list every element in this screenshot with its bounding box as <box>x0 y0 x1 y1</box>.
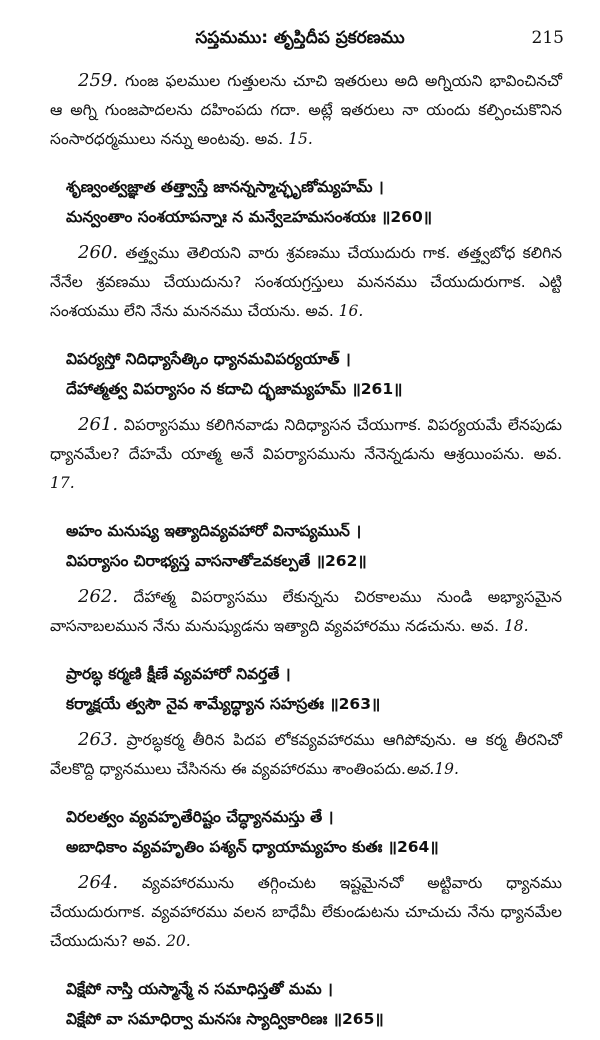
reference: 15. <box>283 130 313 148</box>
verse-line: దేహాత్మత్వ విపర్యాసం న కదాచి ద్భజామ్యహమ్ ॥261॥ <box>66 380 403 398</box>
commentary-paragraph <box>50 725 562 784</box>
sanskrit-verse <box>50 802 562 862</box>
verse-line: విపర్యాసం చిరాభ్యస్త వాసనాతో౽వకల్పతే ॥262॥ <box>66 552 367 570</box>
reference: 20. <box>161 932 191 950</box>
verse-line: విరలత్వం వ్యవహృతేరిష్టం చేద్ధ్యానమస్తు తే । <box>66 808 334 826</box>
sanskrit-verse <box>50 172 562 232</box>
verse-line: విపర్యస్తో నిదిధ్యాసేత్కిం ధ్యానమవిపర్యయాత్ । <box>66 350 351 368</box>
verse-number: 263. <box>78 729 119 750</box>
commentary-text: ప్రారబ్ధకర్మ తీరిన పిదప లోకవ్యవహారము ఆగిపోవును. ఆ కర్మ తీరనిచో వేలకొద్ది ధ్యానములు చేసినను ఈ వ్యవహారము శాంతింపదు. <box>50 731 562 778</box>
reference: 18. <box>499 617 529 635</box>
verse-line: ప్రారబ్ధ కర్మణి క్షీణే వ్యవహారో నివర్తతే । <box>66 665 291 683</box>
commentary-paragraph <box>50 410 562 498</box>
verse-line: విక్షేపో వా సమాధిర్వా మనసః స్యాద్వికారిణః ॥265॥ <box>66 1010 384 1028</box>
commentary-text: వ్యవహారమును తగ్గించుట ఇష్టమైనచో అట్టివారు ధ్యానము చేయుదురుగాక. వ్యవహారము వలన బాధేమీ లేకుండుటను చూచుచు నేను ధ్యానమేల చేయుదును? అవ. <box>50 874 562 950</box>
page-number: 215 <box>531 28 564 48</box>
commentary-text: విపర్యాసము కలిగినవాడు నిదిధ్యాసన చేయుగాక. విపర్యయమే లేనపుడు ధ్యానమేల? దేహమే యాత్మ అనే విపర్యాసమును నేనెన్నడును ఆశ్రయింపను. అవ. <box>50 416 562 463</box>
commentary-text: గుంజ ఫలముల గుత్తులను చూచి ఇతరులు అది అగ్నియని భావించినచో ఆ అగ్ని గుంజపాదలను దహింపదు గదా. అట్లే ఇతరులు నా యందు కల్పించుకొనిన సంసారధర్మములు నన్ను అంటవు. అవ. <box>50 72 562 148</box>
verse-line: కర్మాక్షయే త్వసౌ నైవ శామ్యేద్ధ్యాన సహస్రతః ॥263॥ <box>66 695 381 713</box>
reference: 16. <box>333 302 364 320</box>
commentary-paragraph <box>50 868 562 956</box>
commentary-paragraph <box>50 66 562 154</box>
reference: 17. <box>50 474 75 492</box>
verse-number: 262. <box>78 586 119 607</box>
commentary-text: తత్త్వము తెలియని వారు శ్రవణము చేయుదురు గాక. తత్త్వబోధ కలిగిన నేనేల శ్రవణము చేయుదును? సంశయగ్రస్తులు మననము చేయుదురుగాక. ఎట్టి సంశయము లేని నేను మననము చేయను. అవ. <box>50 244 562 320</box>
verse-line: మన్వంతాం సంశయాపన్నాః న మన్వే౽హమసంశయః ॥260॥ <box>66 208 433 226</box>
verse-line: విక్షేపో నాస్తి యస్మాన్మే న సమాధిస్తతో మమ । <box>66 980 333 998</box>
commentary-paragraph <box>50 582 562 641</box>
page-body <box>50 66 562 1040</box>
verse-line: అహం మనుష్య ఇత్యాదివ్యవహారో వినాప్యమున్ । <box>66 522 362 540</box>
sanskrit-verse <box>50 659 562 719</box>
sanskrit-verse <box>50 516 562 576</box>
verse-line: అబాధికాం వ్యవహృతిం పశ్యన్ ధ్యాయామ్యహం కుతః ॥264॥ <box>66 838 439 856</box>
running-title: సప్తమము: తృప్తిదీప ప్రకరణము <box>195 28 405 48</box>
verse-number: 260. <box>78 242 119 263</box>
page-header <box>0 24 600 54</box>
commentary-paragraph <box>50 238 562 326</box>
commentary-text: దేహాత్మ విపర్యాసము లేకున్నను చిరకాలము నుండి అభ్యాసమైన వాసనాబలమున నేను మనుష్యుడను ఇత్యాది వ్యవహారము నడచును. అవ. <box>50 588 562 635</box>
sanskrit-verse <box>50 344 562 404</box>
verse-number: 264. <box>78 872 119 893</box>
verse-number: 259. <box>78 70 119 91</box>
sanskrit-verse <box>50 974 562 1034</box>
reference: అవ.19. <box>405 760 459 778</box>
verse-line: శృణ్వంత్వజ్ఞాత తత్త్వాస్తే జానన్నస్మాచ్ఛృణోమ్యహమ్ । <box>66 178 384 196</box>
verse-number: 261. <box>78 414 119 435</box>
